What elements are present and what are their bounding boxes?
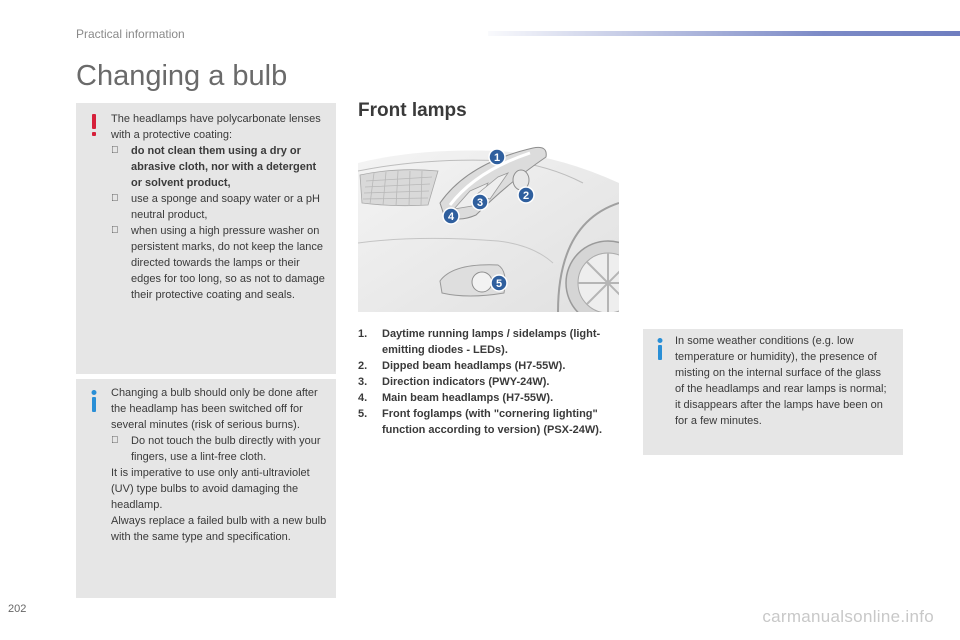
callout-2-label: 2 [522, 190, 530, 202]
header-bar [488, 31, 960, 36]
lamp-legend [358, 326, 626, 438]
warning-bullet-text: when using a high pressure washer on persistent marks, do not keep the lance directed towards the lamps or their edges for too long, so as not to damage their protective coating and seals. [131, 225, 325, 301]
header-section-label: Practical information [76, 27, 185, 41]
info-bullet [111, 433, 328, 465]
info-paragraph: Always replace a failed bulb with a new bulb with the same type and specification. [111, 515, 327, 543]
legend-item [358, 326, 626, 358]
page-number: 202 [8, 603, 27, 615]
callout-1 [489, 149, 505, 165]
info-icon [654, 337, 666, 361]
warning-bullet [111, 191, 328, 223]
bullet-marker [111, 143, 131, 191]
callout-5-label: 5 [495, 278, 503, 290]
warning-bullet [111, 143, 328, 191]
callout-1-label: 1 [493, 152, 501, 164]
legend-text: Front foglamps (with "cornering lighting" function according to version) (PSX-24W). [382, 408, 603, 436]
callout-3-label: 3 [476, 197, 484, 209]
callout-5 [491, 275, 507, 291]
watermark: carmanualsonline.info [762, 607, 934, 626]
warning-bullet-text: do not clean them using a dry or abrasive cloth, nor with a detergent or solvent product, [131, 145, 317, 189]
warning-bullet [111, 223, 328, 303]
legend-number: 1. [358, 328, 368, 340]
legend-text: Direction indicators (PWY-24W). [382, 376, 550, 388]
bullet-marker [111, 433, 131, 465]
section-heading: Front lamps [358, 100, 467, 121]
info-icon [88, 389, 100, 413]
callout-3 [472, 194, 488, 210]
info-box-right [643, 329, 903, 455]
legend-item [358, 358, 626, 374]
legend-text: Daytime running lamps / sidelamps (light-emitting diodes - LEDs). [382, 328, 601, 356]
legend-number: 4. [358, 392, 368, 404]
legend-item [358, 374, 626, 390]
car-front-lamps-figure [358, 143, 619, 312]
exclamation-icon [88, 113, 100, 137]
info-text: In some weather conditions (e.g. low temperature or humidity), the presence of misting on the internal surface of the glass of the headlamps and rear lamps is normal; it disappears after the lamps have been on for a few minutes. [675, 335, 887, 427]
legend-item [358, 390, 626, 406]
legend-item [358, 406, 626, 438]
warning-intro: The headlamps have polycarbonate lenses with a protective coating: [111, 113, 321, 141]
grille [360, 170, 438, 206]
callout-4 [443, 208, 459, 224]
info-box-left [76, 379, 336, 598]
info-paragraph: It is imperative to use only anti-ultraviolet (UV) type bulbs to avoid damaging the headlamp. [111, 467, 310, 511]
callout-2 [518, 187, 534, 203]
legend-number: 2. [358, 360, 368, 372]
callout-4-label: 4 [447, 211, 455, 223]
bullet-marker [111, 223, 131, 303]
info-paragraph: Changing a bulb should only be done after the headlamp has been switched off for several minutes (risk of serious burns). [111, 387, 318, 431]
legend-text: Dipped beam headlamps (H7-55W). [382, 360, 566, 372]
legend-number: 3. [358, 376, 368, 388]
legend-text: Main beam headlamps (H7-55W). [382, 392, 554, 404]
warning-box [76, 103, 336, 374]
legend-number: 5. [358, 408, 368, 420]
page-title: Changing a bulb [76, 60, 288, 92]
warning-bullet-text: use a sponge and soapy water or a pH neutral product, [131, 193, 320, 221]
bullet-marker [111, 191, 131, 223]
info-bullet-text: Do not touch the bulb directly with your fingers, use a lint-free cloth. [131, 435, 321, 463]
